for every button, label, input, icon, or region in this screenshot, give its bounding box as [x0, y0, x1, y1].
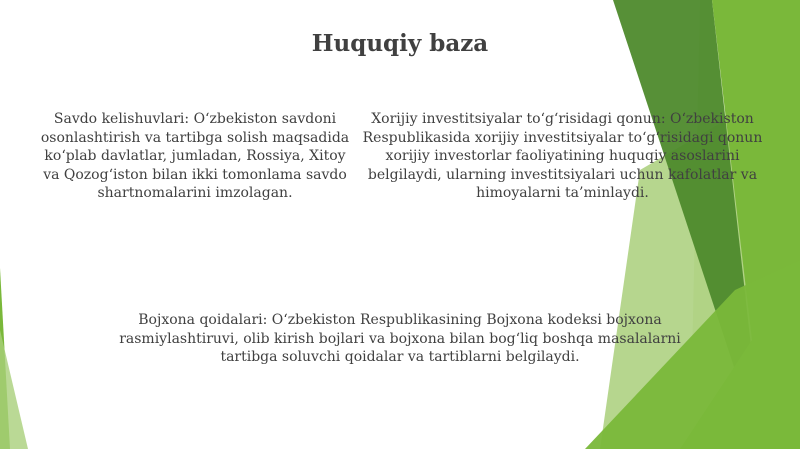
customs-rules-text: Bojxona qoidalari: O‘zbekiston Respublikasining Bojxona kodeksi bojxona rasmiylashtiruvi, olib kirish bojlari va bojxona bilan bog‘liq boshqa masalalarni tartibga soluvchi qoidalar va tartiblarni belgilaydi. — [119, 312, 681, 365]
trade-agreements-text: Savdo kelishuvlari: O‘zbekiston savdoni osonlashtirish va tartibga solish maqsadida ko‘plab davlatlar, jumladan, Rossiya, Xitoy va Qozog‘iston bilan ikki tomonlama savdo shartnomalarini imzolagan. — [40, 111, 350, 201]
slide-title: Huquqiy baza — [311, 30, 489, 57]
foreign-investment-law-text: Xorijiy investitsiyalar to‘g‘risidagi qonun: O‘zbekiston Respublikasida xorijiy investitsiyalar to‘g‘risidagi qonun xorijiy investorlar faoliyatining huquqiy asoslarini belgilaydi, ularning investitsiyalari uchun kafolatlar va himoyalarni ta’minlaydi. — [362, 111, 763, 201]
green-corner-left-2 — [0, 330, 28, 449]
